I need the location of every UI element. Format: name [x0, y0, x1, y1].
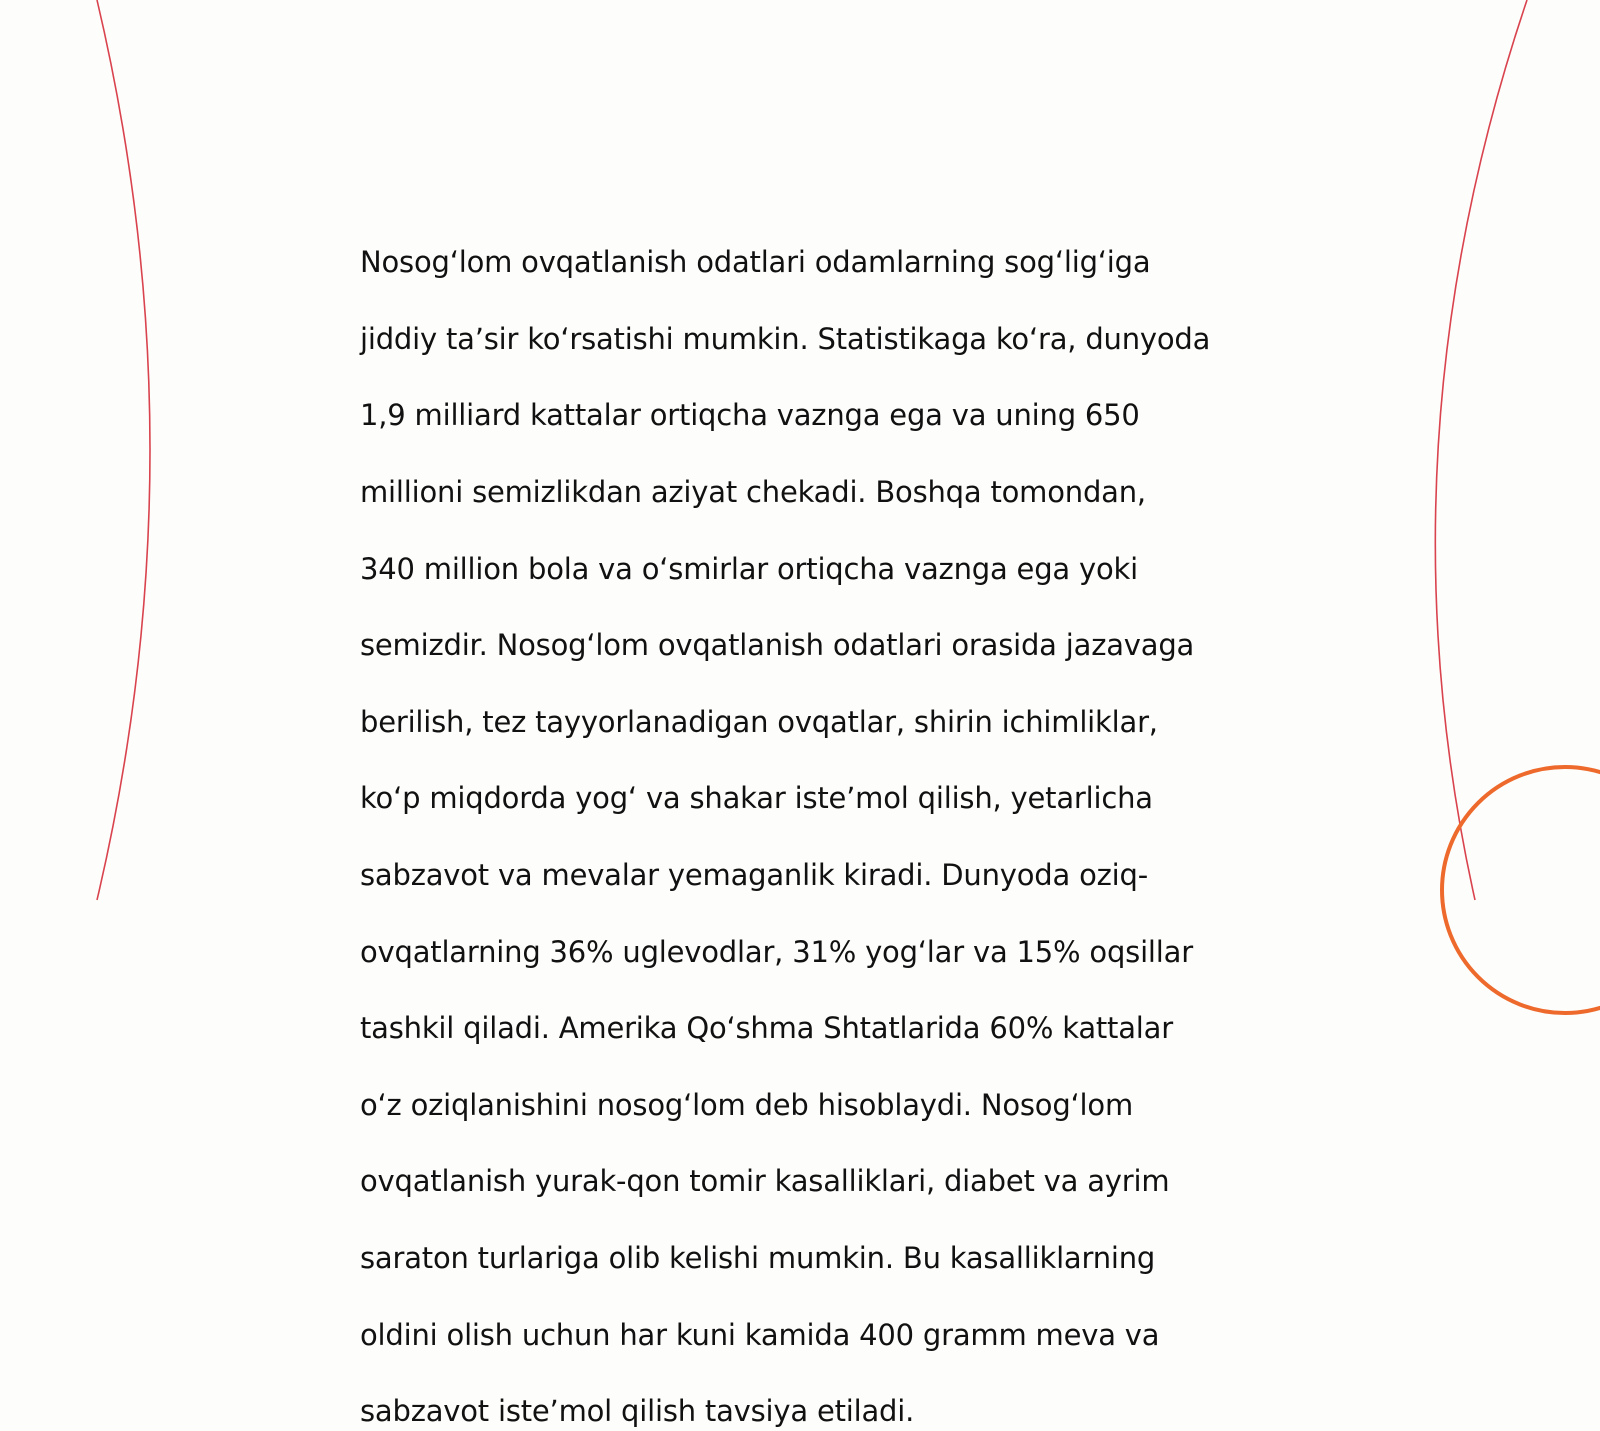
paragraph-line: saraton turlariga olib kelishi mumkin. Bu kasalliklarning	[360, 1241, 1156, 1276]
paragraph-line: tashkil qiladi. Amerika Qo‘shma Shtatlarida 60% kattalar	[360, 1011, 1173, 1046]
paragraph-line: oldini olish uchun har kuni kamida 400 gramm meva va	[360, 1317, 1160, 1352]
paragraph-line: millioni semizlikdan aziyat chekadi. Boshqa tomondan,	[360, 475, 1146, 510]
paragraph-line: sabzavot iste’mol qilish tavsiya etiladi.	[360, 1394, 915, 1429]
paragraph-line: ko‘p miqdorda yog‘ va shakar iste’mol qilish, yetarlicha	[360, 781, 1153, 816]
paragraph-line: 1,9 milliard kattalar ortiqcha vaznga ega va uning 650	[360, 398, 1140, 433]
paragraph-line: jiddiy ta’sir ko‘rsatishi mumkin. Statistikaga ko‘ra, dunyoda	[360, 321, 1211, 356]
paragraph-line: o‘z oziqlanishini nosog‘lom deb hisoblaydi. Nosog‘lom	[360, 1087, 1133, 1122]
paragraph-line: berilish, tez tayyorlanadigan ovqatlar, shirin ichimliklar,	[360, 704, 1158, 739]
orange-circle-decoration	[1442, 767, 1600, 1013]
paragraph-line: sabzavot va mevalar yemaganlik kiradi. Dunyoda oziq-	[360, 858, 1148, 893]
paragraph-line: Nosog‘lom ovqatlanish odatlari odamlarning sog‘lig‘iga	[360, 245, 1151, 280]
paragraph-line: ovqatlarning 36% uglevodlar, 31% yog‘lar va 15% oqsillar	[360, 934, 1193, 969]
right-arc-decoration	[1435, 0, 1527, 900]
left-arc-decoration	[97, 0, 150, 900]
paragraph-line: 340 million bola va o‘smirlar ortiqcha vaznga ega yoki	[360, 551, 1138, 586]
paragraph-line: semizdir. Nosog‘lom ovqatlanish odatlari orasida jazavaga	[360, 628, 1195, 663]
paragraph-line: ovqatlanish yurak-qon tomir kasalliklari, diabet va ayrim	[360, 1164, 1170, 1199]
body-paragraph	[360, 205, 1240, 1431]
